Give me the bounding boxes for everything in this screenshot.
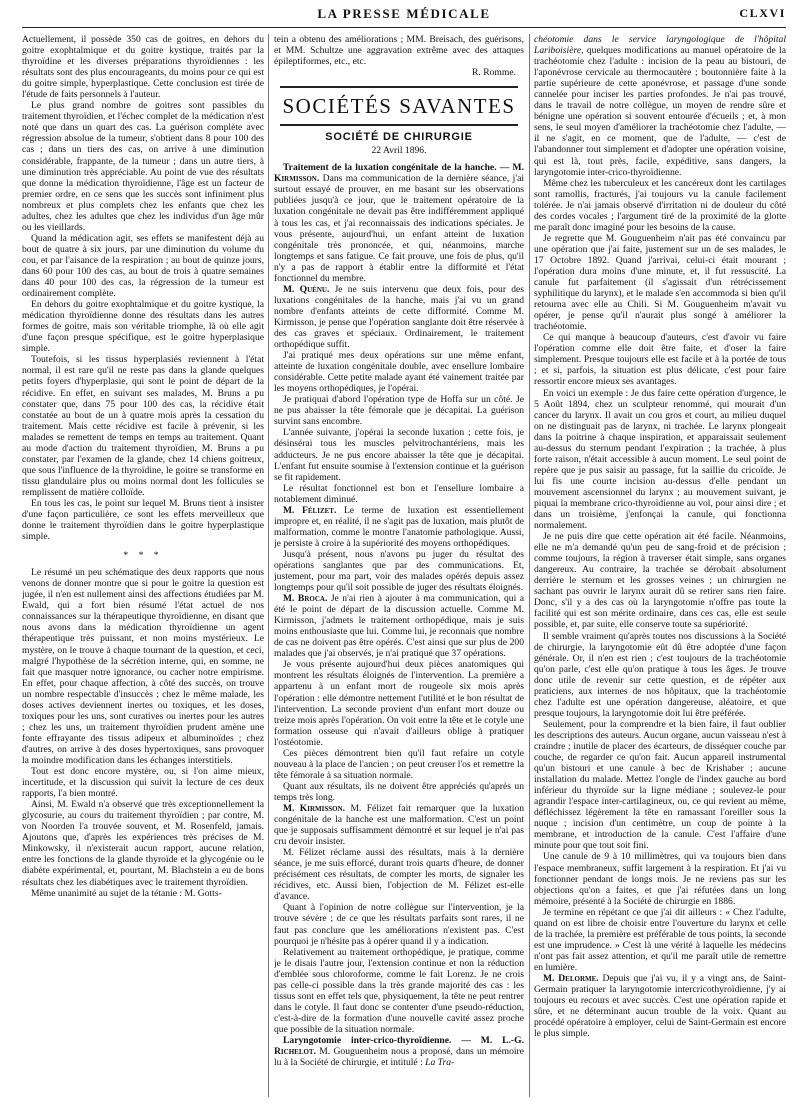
paragraph: Jusqu'à présent, nous n'avons pu juger du résultat des opérations sanglantes que par des communications. Et, justement, pour ma part, voir des malades opérés depuis assez longtemps pour qu'il soit possible de juger des résultats éloignés. bbox=[274, 548, 524, 594]
paragraph: Il semble vraiment qu'après toutes nos discussions à la Société de chirurgie, la laryngotomie eût dû être adoptée d'une façon générale. Or, il n'en est rien ; c'est toujours de la trachéotomie qu'on parle, c'est elle qu'on pratique à tous les âges. Je trouve donc utile de revenir sur cette question, et de répéter aux praticiens, aux internes de nos hôpitaux, que la trachéotomie chez l'adulte est une opération dangereuse, aléatoire, et que presque toujours, la laryngotomie doit lui être préférée. bbox=[534, 630, 786, 719]
paragraph bbox=[534, 34, 786, 178]
paragraph-text: M. Gouguenheim nous a proposé, dans un mémoire lu à la Société de chirurgie, et intitulé : bbox=[274, 1046, 524, 1069]
paragraph: Une canule de 9 à 10 millimètres, qui va toujours bien dans l'espace membraneux, suffit largement à la respiration. Et j'ai vu fonctionner pendant de longs mois. Je ne reviens pas sur les objections qu'on a faites, et que j'ai réfutées dans un long mémoire, présenté à la Société de chirurgie en 1886. bbox=[534, 851, 786, 907]
paragraph-text: Depuis que j'ai vu, il y a vingt ans, de Saint-Germain pratiquer la laryngotomie intercricothyroïdienne, j'y ai toujours eu recours et avec succès. C'est une opération rapide et sûre, et ne déterminant aucun trouble de la voix. Quant au procédé opératoire à employer, celui de Saint-Germain est encore le plus simple. bbox=[534, 972, 786, 1040]
paragraph bbox=[274, 284, 524, 350]
column-divider bbox=[268, 34, 269, 1097]
speaker-name: M. Kirmisson. bbox=[283, 803, 346, 814]
paragraph bbox=[534, 973, 786, 1039]
paragraph: Je regrette que M. Gouguenheim n'ait pas été convaincu par une opération que j'ai faite, justement sur un de ses malades, le 17 Octobre 1892. Quand j'arrivai, celui-ci était mourant ; l'opération dura moins d'une minute, et, il fut ressuscité. La canule fut parfaitement (il s'agissait d'un rétrécissement syphilitique du larynx), et le malade s'en accommoda si bien qu'il retourna avec elle au Chili. Si M. Gouguenheim m'avait vu opérer, je pense qu'il n'aurait plus songé à améliorer la trachéotomie. bbox=[534, 232, 786, 333]
column-2 bbox=[274, 34, 524, 1099]
paragraph-text: Le terme de luxation est essentiellement impropre et, en réalité, il ne s'agit pas de luxation, mais plutôt de malformation, comme le montre l'anatomie pathologique. Aussi, je persiste à croire à la supériorité des moyens orthopédiques. bbox=[274, 504, 524, 549]
paragraph-text: Je n'ai rien à ajouter à ma communication, qui a été le point de départ de la discussion actuelle. Comme M. Kirmisson, j'admets le traitement orthopédique, mais je suis moins enthousiaste que lui. Comme lui, je reconnais que nombre de cas ne doivent pas être opérés. C'est ainsi que sur plus de 200 malades que j'ai observés, je n'ai pratiqué que 37 opérations. bbox=[274, 593, 524, 660]
paragraph: Même chez les tuberculeux et les cancéreux dont les cartilages sont ramollis, fracturés, j'ai toujours vu la canule facilement tolérée. Je n'ai jamais observé d'irritation ni de douleur du côté des cordes vocales ; l'argument tiré de la proximité de la glotte me paraît donc imaginé pour les besoins de la cause. bbox=[534, 177, 786, 233]
paragraph: Quand la médication agit, ses effets se manifestent déjà au bout de quatre à six jours, par une diminution du volume du cou, et par l'aisance de la respiration ; au bout de quinze jours, dans 60 pour 100 des cas, au bout de trois à quatre semaines dans 40 pour 100 des cas, la régression de la tumeur est ordinairement complète. bbox=[22, 232, 264, 300]
paragraph: J'ai pratiqué mes deux opérations sur une même enfant, atteinte de luxation congénitale double, avec ensellure lombaire considérable. Cette petite malade ayant été vainement traitée par les moyens orthopédiques, je l'opérai. bbox=[274, 350, 524, 395]
paragraph: En tous les cas, le point sur lequel M. Bruns tient à insister d'une façon particulière, ce sont les effets merveilleux que donne le traitement thyroïdien dans le goitre hyperplastique simple. bbox=[22, 497, 264, 543]
paragraph: Quant à l'opinion de notre collègue sur l'intervention, je la trouve sévère ; de ce que les résultats parfaits sont rares, il ne faut pas conclure que les améliorations n'existent pas. C'est pourquoi je n'hésite pas à opérer quand il y a indication. bbox=[274, 902, 524, 947]
paragraph: Ainsi, M. Ewald n'a observé que très exceptionnellement la glycosurie, au cours du traitement thyroïdien ; par contre, M. von Noorden l'a trouvée souvent, et M. Rosenfeld, jamais. Ajoutons que, d'après les expériences très précises de M. Minkowsky, il n'existerait aucun rapport, aucune relation, entre les fonctions de la glande thyroïde et la glycogénie ou le diabète expérimental, et, pourtant, M. Blachstein a eu de bons résultats chez les diabétiques avec le traitement thyroïdien. bbox=[22, 799, 264, 888]
paragraph bbox=[274, 162, 524, 284]
society-heading: SOCIÉTÉ DE CHIRURGIE bbox=[325, 131, 473, 144]
paragraph: tein a obtenu des améliorations ; MM. Breisach, des guérisons, et MM. Schultze une aggravation extrême avec des attaques épileptiformes, etc., etc. bbox=[274, 34, 524, 68]
paragraph bbox=[274, 505, 524, 549]
author-signature: R. Romme. bbox=[472, 67, 516, 79]
paragraph: Le plus grand nombre de goitres sont passibles du traitement thyroïdien, et l'échec complet de la médication n'est noté que dans un quart des cas. La guérison complète avec régression absolue de la tumeur, s'obtient dans 8 pour 100 des cas ; dans un tiers des cas, on arrive à une diminution considérable, frappante, de la tumeur ; dans un autre tiers, à une diminution très appréciable. Au point de vue des résultats que donne la médication thyroïdienne, l'âge est un facteur de premier ordre, en ce sens que les succès sont infiniment plus nombreux et plus complets chez les enfants que chez les adultes, chez les adultes que chez les individus d'un âge mûr ou les vieillards. bbox=[22, 100, 264, 233]
page-header bbox=[22, 2, 786, 26]
column-divider bbox=[529, 34, 530, 1097]
header-rule bbox=[22, 27, 786, 28]
journal-title: LA PRESSE MÉDICALE bbox=[317, 6, 491, 21]
speaker-name: M. Delorme. bbox=[543, 972, 599, 984]
speaker-name: M. Félizet. bbox=[283, 504, 337, 516]
paragraph: Ce qui manque à beaucoup d'auteurs, c'est d'avoir vu faire l'opération comme elle doit être faite, et d'oser la faire simplement. Presque toujours elle est facile et à la portée de tous ; et si, parfois, la situation est plus délicate, c'est pour faire ressortir encore mieux ses avantages. bbox=[534, 332, 786, 388]
paragraph: Le résultat fonctionnel est bon et l'ensellure lombaire a notablement diminué. bbox=[274, 482, 524, 505]
paragraph: Tout est donc encore mystère, ou, si l'on aime mieux, incertitude, et la discussion qui suivit la lecture de ces deux rapports, l'a bien montré. bbox=[22, 766, 264, 800]
paragraph: Même unanimité au sujet de la tétanie : M. Gotts- bbox=[31, 887, 222, 899]
paragraph: Je pratiquai d'abord l'opération type de Hoffa sur un côté. Je ne pus abaisser la tête fémorale que je décapitai. La guérison survint sans encombre. bbox=[274, 394, 524, 428]
paragraph-text: Dans ma communication de la dernière séance, j'ai surtout essayé de prouver, en me basant sur les observations publiées jusqu'à ce jour, que le traitement opératoire de la luxation congénitale ne devait pas être indifféremment appliqué à tous les cas, et j'ai reconnaissais des indications spéciales. Je vous présente, aujourd'hui, un enfant atteint de luxation congénitale très prononcée, et qui, néanmoins, marche longtemps et sans fatigue. Ce fait prouve, une fois de plus, qu'il n'y a pas de rapport à établir entre la difformité et l'état fonctionnel du membre. bbox=[274, 173, 524, 284]
speaker-name: M. Broca. bbox=[283, 593, 328, 605]
paragraph: L'année suivante, j'opérai la seconde luxation ; cette fois, je désinsérai tous les muscles pelvitrochantériens, mais les adducteurs. Je ne pus encore abaisser la tête que je décapitai. L'enfant fut ensuite soumise à l'extension continue et la guérison se fit rapidement. bbox=[274, 427, 524, 483]
paragraph: Je vous présente aujourd'hui deux pièces anatomiques qui montrent les résultats éloignés de l'intervention. La première a appartenu à un enfant mort de rougeole six mois après l'opération : elle démontre nettement l'utilité et le bon résultat de l'intervention. La seconde provient d'un enfant mort douze ou treize mois après l'opération. On voit entre la tête et le cotyle une formation osseuse qui n'avait d'ailleurs oblige à pratiquer l'ostéotomie. bbox=[274, 659, 524, 748]
paragraph bbox=[274, 593, 524, 659]
paragraph: Ces pièces démontrent bien qu'il faut refaire un cotyle nouveau à la place de l'ancien ; on peut creuser l'os et remettre la tête fémorale à sa situation normale. bbox=[274, 747, 524, 781]
column-3 bbox=[534, 34, 786, 1099]
paragraph: En dehors du goitre exophtalmique et du goitre kystique, la médication thyroïdienne donne des résultats dans les autres formes de goitre, mais son véritable triomphe, là où elle agit d'une façon presque spécifique, est le goitre hyperplasique simple. bbox=[22, 299, 264, 355]
paragraph: Je termine en répétant ce que j'ai dit ailleurs : « Chez l'adulte, quand on est libre de choisir entre l'ouverture du larynx et celle de la trachée, la première est préférable de tous points, la seconde est une imprudence. » C'est là une vérité à laquelle les médecins n'ont pas fait assez attention, et qu'il me paraît utile de remettre en lumière. bbox=[534, 906, 786, 973]
paragraph: Je ne puis dire que cette opération ait été facile. Néanmoins, elle ne m'a demandé qu'un peu de sang-froid et de précision ; comme toujours, la région à traverser était simple, sans organes dangereux. Au contraire, la trachée se dérobait absolument derrière le sternum et les grosses veines ; un chirurgien ne sachant pas ouvrir le larynx aurait dû se retirer sans rien faire. Donc, s'il y a des cas où la laryngotomie n'offre pas toute la facilité qui est son mérite ordinaire, dans ces cas, elle est seule possible, et, par suite, elle conserve toute sa supériorité. bbox=[534, 531, 786, 631]
paragraph: Seulement, pour la comprendre et la bien faire, il faut oublier les descriptions des auteurs. Aucun organe, aucun vaisseau n'est à craindre ; inutile de placer des écarteurs, de disséquer couche par couche, de regarder ce qu'on fait. Aucun appareil instrumental qu'un bistouri et une canule à bec de Krishaber ; aucune installation du malade. Mettez l'ongle de l'index gauche au bord inférieur du thyroïde sur la ligne médiane ; soulevez-le pour agrandir l'espace inter-cartilagineux, ou, ce qui revient au même, défléchissez légèrement la tête en ramassant l'oreiller sous la nuque ; incision d'un centimètre, un coup de pointe à la membrane, et introduction de la canule. C'est l'affaire d'une minute pour que tout soit fini. bbox=[534, 718, 786, 852]
paragraph: Le résumé un peu schématique des deux rapports que nous venons de donner montre que si pour le goitre la question est jugée, il n'en est nullement ainsi des affections étudiées par M. Ewald, qui a fort bien résumé l'état actuel de nos connaissances sur la thérapeutique thyroïdienne, en disant que nous avons dans la médication thyroïdienne un agent thérapeutique très puissant, et non moins mystérieux. Le mystère, on le trouve à chaque tournant de la question, et ceci, malgré l'hypothèse de la sécrétion interne, qui, en somme, ne fait que masquer notre ignorance, ou cacher notre empirisme. En effet, pour chaque affection, à côté des succès, on trouve un nombre respectable d'insuccès ; chez le même malade, les doses actives deviennent inertes ou toxiques, et les doses, toxiques pour les uns, sont curatives ou inertes pour les autres ; chez les uns, un traitement thyroïdien prudent amène une fonte effrayante des tissus adipeux et albuminoïdes ; chez d'autres, on arrive à des doses hypertoxiques, sans provoquer la moindre modification dans les échanges interstitiels. bbox=[22, 567, 264, 766]
paragraph-text: quelques modifications au manuel opératoire de la trachéotomie chez l'adulte : incision de la peau au bistouri, de l'aponévrose cervicale au thermocautère ; boutonnière faite à la partie supérieure de cette aponévrose, et passage d'une sonde cannelée pour inciser les parties profondes. Je n'ai pas trouvé, dans le travail de notre collègue, un moyen de rendre sûre et bénigne une opération si souvent entourée d'écueils ; et, à mon sens, le seul moyen d'améliorer la trachéotomie chez l'adulte, — il ne s'agit, en ce moment, que de l'adulte, — c'est de l'abandonner tout simplement et d'adopter une opération voisine, qui est là, tout près, facile, expéditive, sans dangers, la laryngotomie inter-crico-thyroïdienne. bbox=[534, 45, 786, 178]
speaker-name: M. Quénu. bbox=[283, 283, 330, 295]
paragraph: En voici un exemple : Je dus faire cette opération d'urgence, le 5 Août 1894, chez un sculpteur renommé, qui mourait d'un cancer du larynx. Il avait un cou gros et court, au milieu duquel on ne distinguait pas de larynx, ni trachée. Le larynx plongeait dans la poitrine à chaque inspiration, et apparaissait seulement au-dessus du sternum pendant l'expiration ; la trachée, à plus forte raison, n'était accessible à aucun moment. Le seul point de repère que je pus saisir au passage, fut la saillie du cricoïde. Je lui fis une courte incision au-dessus d'elle pendant un mouvement ascensionnel du larynx ; au mouvement suivant, je piquai la membrane crico-thyroïdienne au vol, pour ainsi dire ; et dans un troisième, j'enfonçai la canule, qui fonctionna normalement. bbox=[534, 387, 786, 532]
paragraph: Toutefois, si les tissus hyperplasiés reviennent à l'état normal, il est rare qu'il ne reste pas dans la glande quelques petits foyers d'hyperplasie, qui sont le point de départ de la récidive. En effet, en suivant ses malades, M. Bruns a pu constater que, dans 75 pour 100 des cas, la récidive était constatée au bout de un à quatre mois après la cessation du traitement. Mais cette récidive est facile à prévenir, si les malades se remettent de temps en temps au traitement. Quant au mode d'action du traitement thyroïdien, M. Bruns a pu constater, par l'examen de la glande, chez 14 chiens goitreux, que sous l'influence de la thyroïdine, le goitre se transforme en tissu glandulaire plus ou moins normal dont les follicules se remplissent de matière colloïde. bbox=[22, 354, 264, 498]
paragraph bbox=[274, 1035, 524, 1068]
section-banner: SOCIÉTÉS SAVANTES bbox=[280, 86, 518, 126]
speaker-name: — M. L.-G. Richelot. bbox=[274, 1034, 524, 1058]
column-1 bbox=[22, 34, 264, 1099]
speaker-name: — M. Kirmisson. bbox=[274, 162, 524, 185]
session-date: 22 Avril 1896. bbox=[371, 145, 427, 157]
cited-title: chéotomie dans le service laryngologique de l'hôpital Lariboisière, bbox=[534, 34, 786, 57]
paragraph: Relativement au traitement orthopédique, je pratique, comme je le disais l'autre jour, l'extension continue et non la réduction d'emblée sous chloroforme, comme le fait Lorenz. Je ne crois pas celle-ci possible dans la très grande majorité des cas : les tissus sont en effet tels que, physiquement, la tête ne peut rentrer dans le cotyle. Il faut donc se contenter d'une pseudo-réduction, c'est-à-dire de la formation d'une nouvelle cavité assez proche que possible de la situation normale. bbox=[274, 946, 524, 1035]
paragraph: Actuellement, il possède 350 cas de goitres, en dehors du goitre exophtalmique et du goitre kystique, traités par la thyroïdine et les diverses préparations thyroïdiennes : les résultats sont des plus encourageants, du moins pour ce qui est du goitre simple, hyperplastique. Cette conclusion est tirée de l'étude de faits personnels à l'auteur. bbox=[22, 34, 264, 101]
topic-heading: Traitement de la luxation congénitale de la hanche. bbox=[283, 162, 497, 174]
paragraph-text: M. Félizet fait remarquer que la luxation congénitale de la hanche est une malformation. C'est un point que je supposais suffisamment démontré et sur lequel je n'ai pas cru devoir insister. bbox=[274, 803, 524, 848]
paragraph-text: Je ne suis intervenu que deux fois, pour des luxations congénitales de la hanche, mais j'ai vu un grand nombre d'enfants atteints de cette difformité. Comme M. Kirmisson, je pense que l'opération sanglante doit être réservée à des cas graves et spéciaux. Ordinairement, le traitement orthopédique suffit. bbox=[274, 283, 524, 351]
topic-heading: Laryngotomie inter-crico-thyroïdienne. bbox=[283, 1034, 452, 1046]
paragraph: M. Félizet réclame aussi des résultats, mais à la dernière séance, je me suis efforcé, durant trois quarts d'heure, de donner précisément ces résultats, de compter les morts, de signaler les récidives, etc. Aussi bien, l'objection de M. Félizet est-elle d'avance. bbox=[274, 847, 524, 903]
paragraph bbox=[274, 803, 524, 847]
page-number: CLXVI bbox=[739, 6, 786, 20]
cited-title: La Tra- bbox=[425, 1057, 455, 1069]
paragraph: Quant aux résultats, ils ne doivent être appréciés qu'après un temps très long. bbox=[274, 780, 524, 803]
section-break: * * * bbox=[123, 550, 163, 562]
